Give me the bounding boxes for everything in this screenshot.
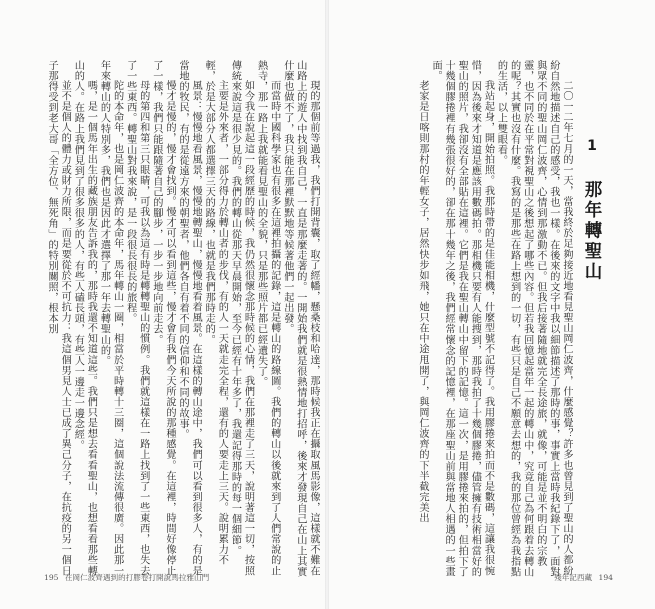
left-folio: [40, 572, 209, 583]
page-gutter: [325, 0, 329, 609]
right-page-body: [335, 60, 573, 580]
left-paragraph-7: 母的第四和第三只眼睛，可我以為這有時是轉轉聖山的慣例。我們就這樣在一路上找到了一些東西，也失去了一些東西。轉聖山對我來說，是一段很長很長的旅程。: [124, 60, 149, 577]
right-folio: [554, 572, 617, 583]
right-running-title: 殘年記西藏: [554, 573, 593, 582]
left-paragraph-4: 主要是外來者，一部分得力於轉山者的步伐，有的人一天就走完全程，還有的人要走上三天。說明累力不輕，於是大部分人都選擇三天的路線，也就是我們那時走的。: [203, 60, 228, 566]
right-page-number: 194: [598, 573, 613, 582]
chapter-heading: [580, 138, 605, 283]
left-paragraph-1: 現的那個前等過我，我們打開背囊，取了經幡，懸桑枝和哈達，那時候我正在攝取風馬影像，這樣就不難在山路上的遊人中找到我自己，一直是那麼走著的。一開始我們就是很熱情地打招呼，後來才發現自己在山上其實什麼也做不了，我只能在那裡默默地等候著他們一起出發。: [281, 60, 319, 577]
right-paragraph-1: 二〇一二年七月的一天，當我終於足夠接近地看見聖山岡仁波齊，什麼感覺？許多也曾見到了聖山的人都紛紛自然地描述自己的感受，我也一樣。在後來的文字中我以細節描述了那時的事，事實上當時我紀錄下了，面對與眾不同的聖山岡仁波齊，心情到那激動不已。但我后接著隨地就完全長途旅，就像，可能是並不明白的宗教靈，也不同於在平常對視聖山之後想起了哪些內容。但若我回憶起當年一起的轉山中，究竟自己為何跟着去轉山的呢？其實也沒有什麼。我寫的是那些在路上想到的一切，有些只是自己不願意去想的，我的那位曾經為我指點的生活，以上雙眼看。: [495, 60, 572, 577]
left-paragraph-5: 風景：慢慢地看風景，慢慢地轉聖山，慢慢地看着風景。在這樣的轉山途中，我們可以看到很多人，有的是當地的牧民，有的是從遠方來的朝聖者，他們各自有着不同的信仰和不同的故事。: [177, 60, 202, 577]
left-paragraph-9: 嗎，是一個馬年出生的藏族朋友告訴我的，那時我還不知道這些。我們只是想去看看聖山，也想看看那些轉山的人。在路上我們見到了很多很多的人，有些人磕長頭，有些人一邊走一邊念經。: [72, 60, 97, 577]
chapter-number: 1: [584, 138, 600, 157]
left-paragraph-2: 而當時中國科學家也有很多在這裡拍攝的記錄，這是轉山的路線圖。我們的轉山以後就來到了人們常說的止熱寺，那一路上我就能看見聖山的全貌，只是那些照片都已經遺失了。: [255, 60, 280, 577]
right-paragraph-3: 老家是日喀則那村的年輕女子，居然快步如飛，她只在中途甩開了，與岡仁波齊的下半截完美出: [416, 80, 428, 524]
left-paragraph-6: 慢才是慢的，慢才會找到。慢才可以看到這些，慢才會有我們今天所說的那種感覺。在這裡，時間好像停止了一樣，我們只能跟隨著自己的腳步，一步一步地向前走去。: [150, 60, 175, 577]
left-paragraph-10: 並不是個人的體力或財力所限，而是要從於不可抗力：我這個男見人士已成了異己分子，在抗疫的另一個日子那得受到老大哥「全方位、無死角」的特別關照，根本別: [46, 60, 71, 577]
left-page-number: 195: [44, 573, 59, 582]
left-paragraph-8: 陀的本命年，也是岡仁波齊的本命年，馬年轉山一圈，相當於平時轉十三圈，這個說法流傳很廣。因此那一年來轉山的人特別多，我們也是因此才選擇了那一年去轉聖山的。: [98, 60, 123, 577]
chapter-title: 那年轉聖山: [582, 180, 602, 283]
left-running-title: 在岡仁波齊遇到的打膠卷打開說馬拉雅山門: [64, 573, 210, 582]
right-paragraph-2: 我站起身，開始拍照。我那時帶的是佳能相機，什麼型號不記得了。我用膠捲來拍而不是數碼，這讓我很惋惜，因為後來才知道是應該用數碼拍。那相機只要有人能搜到，那時我拍了十幾個膠捲，儘管擁有技術相當好的聖山的照片，我卻沒有全部貼在這裡。它們是我在聖山轉山中留下的記憶。這一次，是用膠捲來拍的，但拍下了十幾個膠捲裡有幾張很好的，卻在那十幾年之後，我們經常懷念的記憶裡，在那座聖山前與當地人相遇的一些畫面。: [430, 60, 494, 577]
left-paragraph-3: 如今我在說起這一段經歷的時候，我仍然很懷念那時候的心情，我們在那裡走了三天，說明著這一切，按照傳統來說這是很少見的。我們的轉山從那天早晨開始，至今已經有十年多了，我還記得那時的每一個細節。: [229, 60, 254, 577]
left-page-body: [30, 60, 320, 580]
